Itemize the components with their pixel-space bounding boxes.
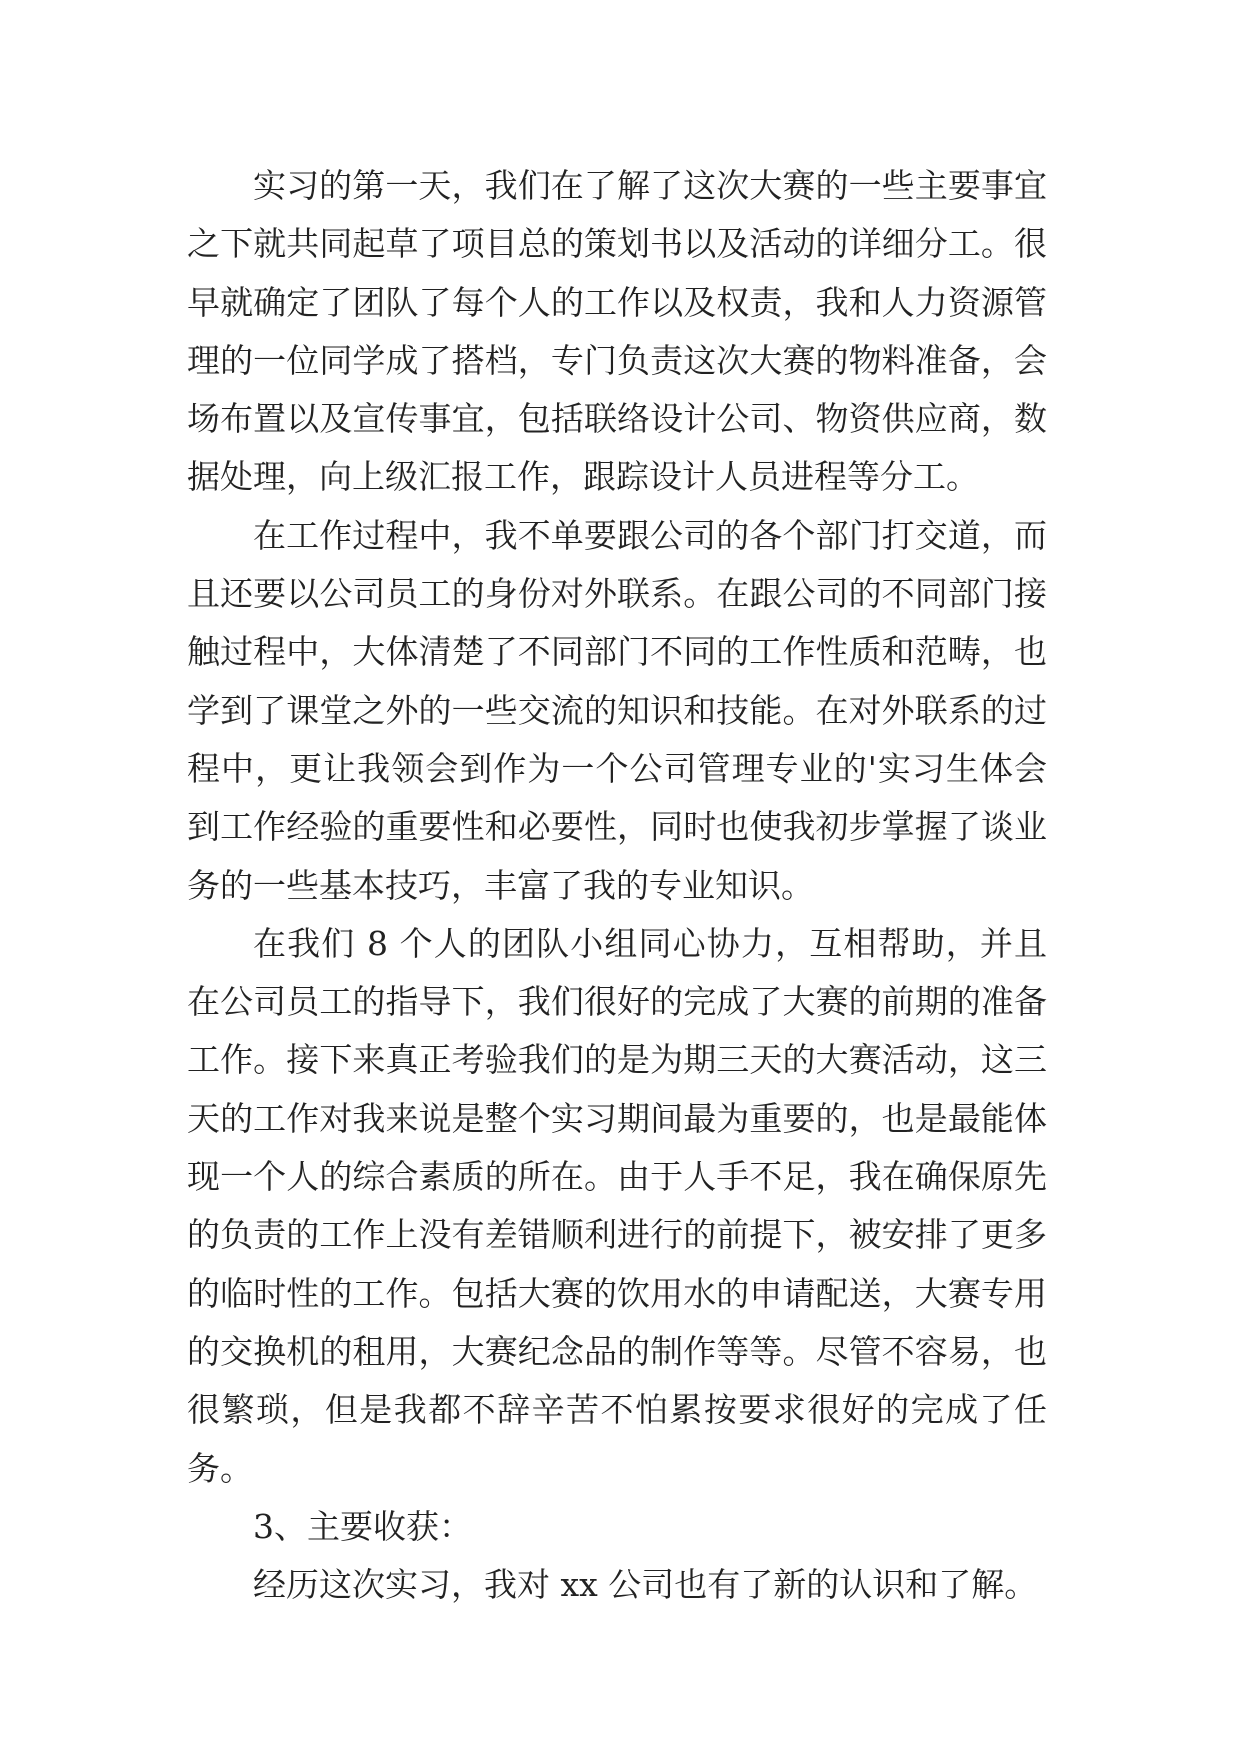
section-heading-main-gains: 3、主要收获： (253, 1506, 472, 1546)
paragraph-team-of-eight: 在我们 8 个人的团队小组同心协力，互相帮助，并且在公司员工的指导下，我们很好的完成了大赛的前期的准备工作。接下来真正考验我们的是为期三天的大赛活动，这三天的工作对我来说是整个实习期间最为重要的，也是最能体现一个人的综合素质的所在。由于人手不足，我在确保原先的负责的工作上没有差错顺利进行的前提下，被安排了更多的临时性的工作。包括大赛的饮用水的申请配送，大赛专用的交换机的租用，大赛纪念品的制作等等。尽管不容易，也很繁琐，但是我都不辞辛苦不怕累按要求很好的完成了任务。 (187, 923, 1047, 1488)
paragraph-company-understanding: 经历这次实习，我对 xx 公司也有了新的认识和了解。 (253, 1565, 1038, 1605)
paragraph-work-process: 在工作过程中，我不单要跟公司的各个部门打交道，而且还要以公司员工的身份对外联系。在跟公司的不同部门接触过程中，大体清楚了不同部门不同的工作性质和范畴，也学到了课堂之外的一些交流的知识和技能。在对外联系的过程中，更让我领会到作为一个公司管理专业的'实习生体会到工作经验的重要性和必要性，同时也使我初步掌握了谈业务的一些基本技巧，丰富了我的专业知识。 (187, 515, 1047, 905)
paragraph-first-day: 实习的第一天，我们在了解了这次大赛的一些主要事宜之下就共同起草了项目总的策划书以及活动的详细分工。很早就确定了团队了每个人的工作以及权责，我和人力资源管理的一位同学成了搭档，专门负责这次大赛的物料准备，会场布置以及宣传事宜，包括联络设计公司、物资供应商，数据处理，向上级汇报工作，跟踪设计人员进程等分工。 (187, 166, 1047, 497)
document-body (187, 157, 1047, 1614)
